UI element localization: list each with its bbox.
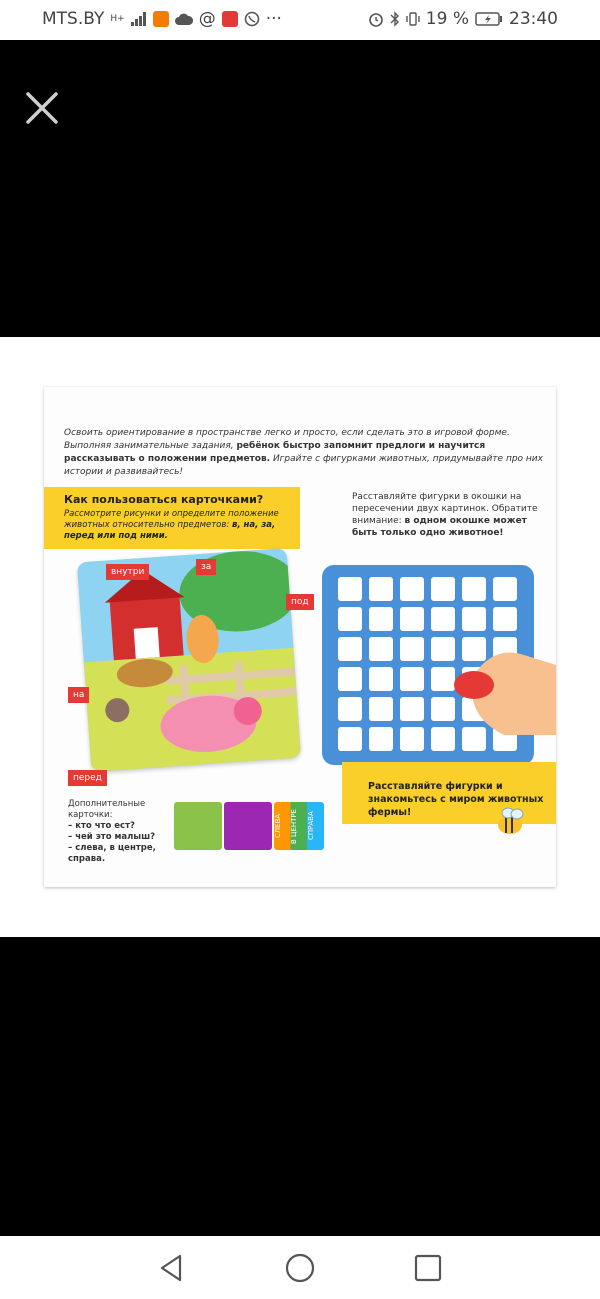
intro-text — [64, 427, 544, 479]
signal-icon — [131, 12, 147, 26]
grid-cell — [400, 577, 424, 601]
grid-cell — [400, 607, 424, 631]
bee-icon — [492, 805, 532, 839]
tag-under: под — [286, 594, 314, 610]
farm-scene-illustration — [77, 548, 301, 772]
home-icon — [284, 1252, 316, 1284]
tag-inside: внутри — [106, 564, 149, 580]
farm-scene-card — [77, 548, 301, 772]
extra-card-babies — [224, 802, 272, 850]
extra-item-2: – чей это малыш? — [68, 832, 156, 842]
product-image[interactable] — [0, 337, 600, 937]
clock: 23:40 — [509, 9, 558, 29]
learn-farm-text: Расставляйте фигурки и знакомьтесь с миром животных фермы! — [368, 781, 544, 818]
carrier-name: MTS.BY — [42, 9, 105, 29]
grid-cell — [431, 577, 455, 601]
battery-icon — [475, 12, 503, 26]
alarm-icon — [368, 11, 384, 27]
side-word-right: СПРАВА — [307, 811, 315, 841]
intro-part2: Играйте с фигурками животных, придумывайте про них истории и развивайтесь! — [64, 454, 543, 477]
intro-part1: Освоить ориентирование в пространстве легко и просто, если сделать это в игровой форме. Выполняя занимательные задания, — [64, 428, 510, 451]
grid-cell — [369, 607, 393, 631]
at-icon: @ — [198, 9, 216, 29]
grid-cell — [493, 577, 517, 601]
tag-front: перед — [68, 770, 107, 786]
grid-cell — [369, 727, 393, 751]
app-notification-icon — [153, 11, 169, 27]
extra-item-3: – слева, в центре, справа. — [68, 843, 156, 864]
right-instructions — [352, 491, 552, 539]
viewer-top-area — [0, 40, 600, 337]
how-to-use-title: Как пользоваться карточками? — [64, 493, 264, 506]
intro-bold: ребёнок быстро запомнит предлоги и научится рассказывать о положении предметов. — [64, 441, 486, 464]
status-bar — [0, 0, 600, 40]
grid-cell — [400, 697, 424, 721]
how-to-use-bold: в, на, за, перед или под ними. — [64, 520, 276, 541]
right-instr-text: Расставляйте фигурки в окошки на пересечении двух картинок. Обратите внимание: — [352, 492, 538, 526]
extra-card-food — [174, 802, 222, 850]
back-icon — [156, 1252, 188, 1284]
back-button[interactable] — [156, 1252, 188, 1284]
bluetooth-icon — [390, 11, 400, 27]
app-icon — [222, 11, 238, 27]
recents-button[interactable] — [412, 1252, 444, 1284]
network-type: H+ — [110, 14, 125, 24]
how-to-use-desc: Рассмотрите рисунки и определите положение животных относительно предметов: — [64, 509, 279, 530]
grid-cell — [400, 637, 424, 661]
how-to-use-text — [64, 509, 294, 542]
hand-illustration — [444, 635, 556, 735]
grid-cell — [400, 727, 424, 751]
tag-on: на — [68, 687, 89, 703]
grid-cell — [369, 637, 393, 661]
grid-cell — [338, 697, 362, 721]
how-to-use-panel — [44, 487, 300, 549]
grid-cell — [462, 577, 486, 601]
grid-cell — [493, 607, 517, 631]
recents-icon — [412, 1252, 444, 1284]
viber-icon — [244, 11, 260, 27]
right-instr-bold: в одном окошке может быть только одно животное! — [352, 516, 527, 538]
more-notifications: ··· — [265, 9, 282, 29]
game-box-back — [44, 387, 556, 887]
grid-cell — [369, 697, 393, 721]
grid-cell — [338, 667, 362, 691]
status-right — [368, 9, 558, 29]
navigation-bar — [0, 1236, 600, 1299]
close-button[interactable] — [24, 90, 60, 126]
home-button[interactable] — [284, 1252, 316, 1284]
grid-cell — [431, 607, 455, 631]
grid-cell — [400, 667, 424, 691]
status-left — [42, 9, 282, 29]
extra-cards-text — [68, 799, 178, 865]
extra-item-1: – кто что ест? — [68, 821, 135, 831]
battery-percent: 19 % — [425, 9, 469, 29]
extra-card-positions — [274, 802, 324, 850]
tag-behind: за — [196, 559, 216, 575]
grid-cell — [338, 637, 362, 661]
vibrate-icon — [406, 11, 420, 27]
side-word-left: СЛЕВА — [274, 813, 282, 839]
grid-cell — [369, 577, 393, 601]
grid-cell — [369, 667, 393, 691]
grid-cell — [462, 607, 486, 631]
grid-cell — [338, 577, 362, 601]
cloud-icon — [175, 13, 193, 25]
side-word-center: В ЦЕНТРЕ — [290, 808, 298, 844]
extra-cards-title: Дополнительные карточки: — [68, 799, 146, 820]
close-icon — [24, 90, 60, 126]
grid-cell — [338, 607, 362, 631]
grid-cell — [338, 727, 362, 751]
